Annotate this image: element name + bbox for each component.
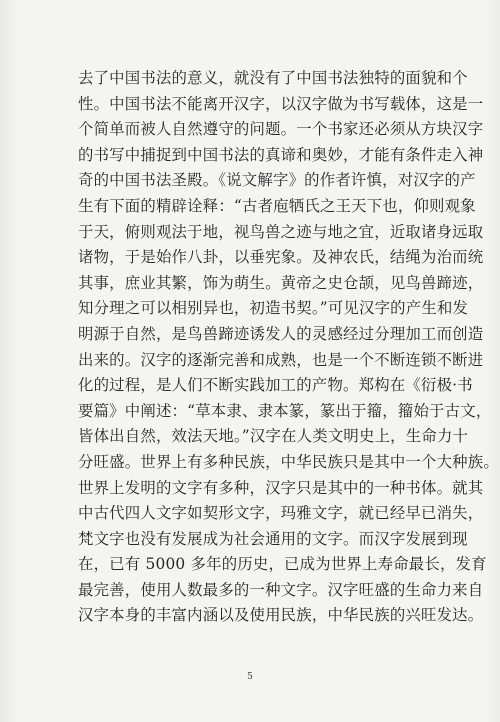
text-line: 要篇》中阐述：“草本隶、隶本篆，篆出于籀，籀始于古文， [78, 401, 492, 420]
text-line: 汉字本身的丰富内涵以及使用民族，中华民族的兴旺发达。 [78, 606, 484, 625]
text-line: 在，已有 5000 多年的历史，已成为世界上寿命最长，发育 [78, 555, 487, 574]
text-line: 中古代四人文字如契形文字，玛雅文字，就已经早已消失， [78, 504, 484, 523]
text-line: 分旺盛。世界上有多种民族，中华民族只是其中一个大种族。 [78, 452, 499, 471]
text-line: 明源于自然，是鸟兽蹄迹诱发人的灵感经过分理加工而创造 [78, 324, 484, 343]
text-line: 诸物，于是始作八卦，以垂宪象。及神农氏，结绳为治而统 [78, 248, 484, 267]
text-line: 的书写中捕捉到中国书法的真谛和奥妙，才能有条件走入神 [78, 145, 484, 164]
text-line: 去了中国书法的意义，就没有了中国书法独特的面貌和个 [78, 69, 468, 87]
text-line: 奇的中国书法圣殿。《说文解字》的作者许慎，对汉字的产 [78, 171, 476, 190]
text-line: 出来的。汉字的逐渐完善和成熟，也是一个不断连锁不断进 [78, 350, 484, 369]
text-line: 最完善，使用人数最多的一种文字。汉字旺盛的生命力来自 [78, 580, 484, 599]
text-line: 世界上发明的文字有多种，汉字只是其中的一种书体。就其 [78, 478, 484, 497]
text-line: 个简单而被人自然遵守的问题。一个书家还必须从方块汉字 [78, 120, 484, 139]
text-line: 知分理之可以相别异也，初造书契。”可见汉字的产生和发 [78, 299, 469, 318]
text-line: 化的过程，是人们不断实践加工的产物。郑构在《衍极·书 [78, 376, 473, 395]
text-line: 于天，俯则观法于地，视鸟兽之迹与地之宜，近取诸身远取 [78, 222, 484, 241]
text-line: 生有下面的精辟诠释：“古者庖牺氏之王天下也，仰则观象 [78, 196, 476, 215]
page-number: 5 [247, 672, 253, 682]
text-line: 性。中国书法不能离开汉字，以汉字做为书写载体，这是一 [78, 94, 484, 113]
text-line: 梵文字也没有发展成为社会通用的文字。而汉字发展到现 [78, 529, 468, 548]
text-line: 其事，庶业其繁，饰为萌生。黄帝之史仓颉，见鸟兽蹄迹， [78, 273, 484, 292]
body-text [78, 66, 499, 629]
text-line: 皆体出自然，效法天地。”汉字在人类文明史上，生命力十 [78, 427, 469, 446]
